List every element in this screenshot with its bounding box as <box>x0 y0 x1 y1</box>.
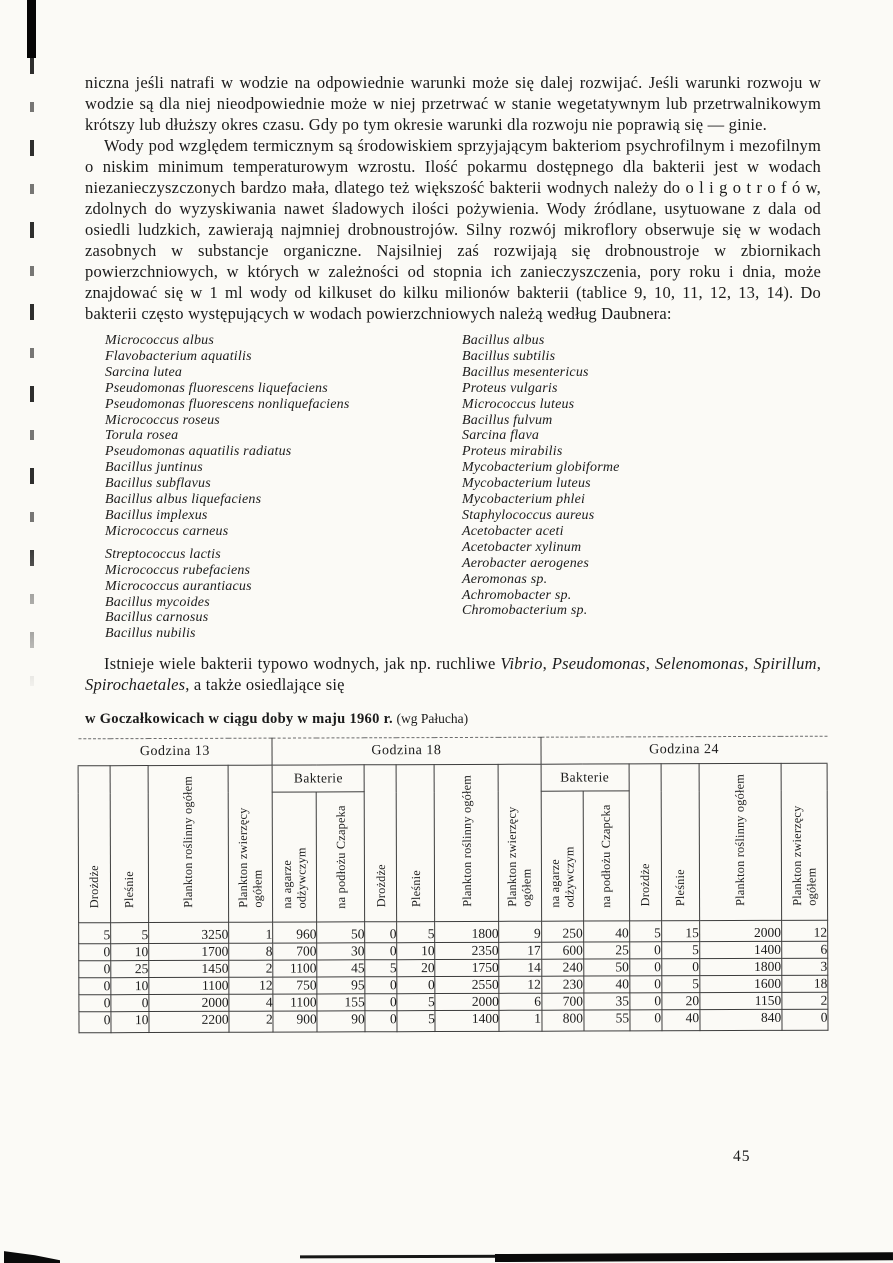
table-cell: 20 <box>662 993 700 1010</box>
scan-artifact-corner-wedge <box>4 1249 60 1263</box>
table-cell: 25 <box>583 942 629 959</box>
species-name-inline: Spirochaetales <box>85 675 186 695</box>
species-item: Chromobacterium sp. <box>462 603 588 619</box>
table-cell: 20 <box>397 960 435 977</box>
table-cell: 0 <box>630 993 662 1010</box>
column-header-rotated: Plankton zwierzęcy ogółem <box>505 806 535 908</box>
table-cell: 5 <box>397 994 435 1011</box>
table-cell: 18 <box>782 975 828 992</box>
table-cell: 5 <box>661 976 699 993</box>
table-cell: 2000 <box>149 995 229 1012</box>
table-cell: 25 <box>111 961 149 978</box>
column-header-cell <box>583 791 630 921</box>
table-cell: 6 <box>781 941 827 958</box>
table-cell: 1150 <box>700 993 782 1010</box>
table-cell: 1800 <box>699 959 781 976</box>
species-item: Sarcina lutea <box>105 364 183 380</box>
species-list-right-column <box>462 333 620 642</box>
table-cell: 1400 <box>699 942 781 959</box>
species-item: Pseudomonas aquatilis radiatus <box>105 444 292 460</box>
table-cell: 40 <box>583 976 629 993</box>
table-cell: 0 <box>782 1009 828 1030</box>
column-header-rotated: Plankton zwierzęcy ogółem <box>235 807 265 908</box>
species-item: Achromobacter sp. <box>462 587 572 603</box>
table-cell: 1 <box>499 1010 541 1031</box>
table-cell: 700 <box>541 993 583 1010</box>
table-cell: 0 <box>629 942 661 959</box>
table-cell: 40 <box>662 1010 700 1031</box>
paragraph-2: Wody pod względem termicznym są środowiskiem sprzyjającym bakteriom psychrofilnym i mezofilnym o niskim minimum temperaturowym wzrostu. Ilość pokarmu dostępnego dla bakterii jest w wodach niezanieczyszczonych bardzo mała, dlatego też większość bakterii wodnych należy do o l i g o t r o f ó w, zdolnych do wyzyskiwania nawet śladowych ilości pożywienia. Wody źródlane, usytuowane z dala od osiedli ludzkich, zawierają najmniej drobnoustrojów. Silny rozwój mikroflory obserwuje się w wodach zasobnych w substancje organiczne. Najsilniej zaś rozwijają się drobnoustroje w zbiornikach powierzchniowych, w których w zależności od stopnia ich zanieczyszczenia, pory roku i dnia, może znajdować się w 1 ml wody od kilkuset do kilku milionów bakterii (tablice 9, 10, 11, 12, 13, 14). Do bakterii często występujących w wodach powierzchniowych należą według Daubnera: <box>85 136 821 323</box>
table-caption-note: (wg Pałucha) <box>396 711 469 727</box>
plankton-bacteria-table <box>77 736 828 1034</box>
table-cell: 5 <box>661 942 699 959</box>
table-cell: 750 <box>273 977 317 994</box>
column-header-rotated: na agarze odżywczym <box>280 847 309 909</box>
species-item: Bacillus subtilis <box>462 348 556 364</box>
species-item: Micrococcus rubefaciens <box>105 562 251 578</box>
column-header-cell <box>541 791 584 921</box>
table-cell: 1700 <box>149 944 229 961</box>
species-item: Bacillus implexus <box>105 507 208 523</box>
table-cell: 1100 <box>149 978 229 995</box>
species-item: Micrococcus roseus <box>105 412 220 428</box>
column-header-rotated: Drożdże <box>373 864 388 908</box>
table-cell: 5 <box>629 921 661 942</box>
table-cell: 6 <box>499 993 541 1010</box>
table-cell: 2000 <box>699 921 781 942</box>
table-cell: 5 <box>79 923 111 944</box>
species-item: Proteus vulgaris <box>462 380 558 396</box>
paragraph-3-text: , <box>645 654 655 674</box>
species-list-left-column <box>105 333 462 642</box>
table-cell: 1100 <box>273 960 317 977</box>
table-cell: 800 <box>541 1010 583 1031</box>
table-cell: 0 <box>397 977 435 994</box>
species-item: Bacillus juntinus <box>105 460 203 476</box>
hour-group-header: Godzina 13 <box>78 738 272 766</box>
table-row <box>79 1009 828 1033</box>
species-item: Bacillus albus liquefaciens <box>105 492 262 508</box>
table-cell: 0 <box>79 1012 111 1033</box>
column-header-rotated: Pleśnie <box>672 869 687 907</box>
table-cell: 1 <box>229 922 273 943</box>
table-cell: 2000 <box>435 994 499 1011</box>
table-row <box>79 920 828 944</box>
column-header-cell <box>434 765 499 922</box>
species-name-inline: Vibrio <box>500 654 543 674</box>
species-item: Mycobacterium luteus <box>462 476 591 492</box>
species-item: Micrococcus albus <box>105 333 215 348</box>
paragraph-3-text: , a także osiedlające się <box>185 675 345 695</box>
column-header-rotated: Drożdże <box>637 863 652 907</box>
species-list <box>105 333 821 642</box>
table-cell: 2350 <box>435 943 499 960</box>
page-number: 45 <box>733 1148 751 1165</box>
table-cell: 5 <box>365 960 397 977</box>
column-header-cell <box>629 764 662 921</box>
species-name-inline: Pseudomonas <box>551 654 646 674</box>
column-header-rotated: Pleśnie <box>408 870 423 908</box>
table-cell: 1400 <box>435 1011 499 1032</box>
column-header-cell <box>661 764 700 921</box>
column-header-cell <box>110 766 149 923</box>
species-item: Pseudomonas fluorescens liquefaciens <box>105 380 328 396</box>
species-item: Streptococcus lactis <box>105 546 221 562</box>
species-name-inline: Selenomonas <box>654 654 745 674</box>
table-cell: 0 <box>365 922 397 943</box>
table-cell: 1600 <box>700 976 782 993</box>
table-cell: 700 <box>273 943 317 960</box>
table-cell: 0 <box>365 977 397 994</box>
column-header-cell <box>396 765 435 922</box>
table-cell: 14 <box>499 959 541 976</box>
column-header-rotated: na podłożu Czapcka <box>598 804 613 908</box>
paragraph-3 <box>85 653 821 695</box>
table-cell: 35 <box>583 993 629 1010</box>
paragraph-3-text: , <box>816 654 822 674</box>
table-cell: 600 <box>541 942 583 959</box>
column-header-rotated: Plankton zwierzęcy ogółem <box>789 805 819 907</box>
species-item: Bacillus mesentericus <box>462 364 589 380</box>
column-header-cell <box>364 765 397 922</box>
table-cell: 0 <box>629 959 661 976</box>
column-header-rotated: Plankton roślinny ogółem <box>732 774 748 907</box>
species-item: Bacillus albus <box>462 333 545 348</box>
species-item: Acetobacter xylinum <box>462 539 582 555</box>
column-header-rotated: Plankton roślinny ogółem <box>180 776 196 909</box>
table-cell: 45 <box>317 960 365 977</box>
table-cell: 95 <box>317 977 365 994</box>
table-cell: 0 <box>365 1011 397 1032</box>
table-cell: 10 <box>111 1012 149 1033</box>
paragraph-3-text: , <box>744 654 754 674</box>
table-cell: 3250 <box>149 923 229 944</box>
column-header-rotated: Drożdże <box>87 865 102 909</box>
table-caption-bold: w Goczałkowicach w ciągu doby w maju 1960 r. <box>85 711 393 728</box>
table-cell: 12 <box>499 976 541 993</box>
table-cell: 2 <box>782 992 828 1009</box>
table-cell: 2200 <box>149 1012 229 1033</box>
column-header-cell <box>272 792 317 922</box>
column-header-rotated: Pleśnie <box>122 871 137 909</box>
column-header-rotated: na podłożu Czapeka <box>333 805 348 909</box>
table-cell: 8 <box>229 943 273 960</box>
species-item: Bacillus subflavus <box>105 476 211 492</box>
table-cell: 2 <box>229 1011 273 1032</box>
table-cell: 5 <box>397 922 435 943</box>
table-cell: 2 <box>229 960 273 977</box>
column-header-cell <box>781 763 828 920</box>
table-cell: 1750 <box>435 960 499 977</box>
table-cell: 55 <box>584 1010 630 1031</box>
table-cell: 0 <box>661 959 699 976</box>
column-header-cell <box>148 766 229 923</box>
scan-artifact-binding-fade <box>24 540 38 750</box>
scan-artifact-top-left-blob <box>27 0 36 58</box>
paragraph-1: niczna jeśli natrafi w wodzie na odpowiednie warunki może się dalej rozwijać. Jeśli warunki rozwoju w wodzie są dla niej nieodpowiednie może w niej przetrwać w stanie wegetatywnym lub przetrwalnikowym krótszy lub dłuższy okres czasu. Gdy po tym okresie warunki dla rozwoju nie poprawią się — ginie. <box>85 73 821 134</box>
species-item: Bacillus carnosus <box>105 610 209 626</box>
species-item: Mycobacterium phlei <box>462 492 586 508</box>
species-item: Micrococcus luteus <box>462 396 575 412</box>
species-item: Acetobacter aceti <box>462 523 564 539</box>
hour-group-header: Godzina 18 <box>272 737 540 765</box>
table-cell: 9 <box>499 921 541 942</box>
table-cell: 155 <box>317 994 365 1011</box>
species-item: Micrococcus carneus <box>105 523 229 539</box>
table-cell: 50 <box>317 922 365 943</box>
table-cell: 900 <box>273 1011 317 1032</box>
paragraph-3-text: Istnieje wiele bakterii typowo wodnych, jak np. ruchliwe <box>104 654 501 674</box>
column-header-rotated: Plankton roślinny ogółem <box>459 775 474 908</box>
table-cell: 12 <box>229 977 273 994</box>
species-item: Aerobacter aerogenes <box>462 555 589 571</box>
page-content <box>85 72 828 1032</box>
table-cell: 3 <box>782 958 828 975</box>
table-cell: 90 <box>317 1011 365 1032</box>
table-cell: 230 <box>541 976 583 993</box>
table-cell: 0 <box>629 976 661 993</box>
table-cell: 40 <box>583 921 629 942</box>
table-cell: 4 <box>229 994 273 1011</box>
species-item: Proteus mirabilis <box>462 444 563 460</box>
column-header-cell <box>699 764 782 921</box>
bakterie-group-header: Bakterie <box>272 765 364 792</box>
table-cell: 10 <box>111 944 149 961</box>
table-cell: 1450 <box>149 961 229 978</box>
table-cell: 10 <box>397 943 435 960</box>
table-cell: 0 <box>111 995 149 1012</box>
table-cell: 240 <box>541 959 583 976</box>
hour-group-header: Godzina 24 <box>541 736 828 764</box>
species-item: Flavobacterium aquatilis <box>105 348 252 364</box>
table-cell: 5 <box>111 923 149 944</box>
table-cell: 15 <box>661 921 699 942</box>
species-item: Bacillus nubilis <box>105 626 196 642</box>
table-cell: 2550 <box>435 977 499 994</box>
column-header-cell <box>499 764 542 921</box>
bakterie-group-header: Bakterie <box>541 764 629 791</box>
table-cell: 0 <box>79 995 111 1012</box>
column-header-rotated: na agarze odżywczym <box>547 846 577 908</box>
species-item: Aeromonas sp. <box>462 571 548 587</box>
column-header-cell <box>228 765 273 922</box>
table-cell: 5 <box>397 1011 435 1032</box>
table-cell: 1100 <box>273 994 317 1011</box>
paragraph-3-text: , <box>542 654 552 674</box>
table-cell: 50 <box>583 959 629 976</box>
table-cell: 0 <box>365 943 397 960</box>
species-item: Staphylococcus aureus <box>462 507 595 523</box>
species-item: Sarcina flava <box>462 428 540 444</box>
table-cell: 960 <box>273 922 317 943</box>
table-cell: 10 <box>111 978 149 995</box>
species-item: Bacillus fulvum <box>462 412 553 428</box>
species-item: Torula rosea <box>105 428 179 444</box>
table-cell: 1800 <box>435 922 499 943</box>
table-cell: 12 <box>781 920 827 941</box>
table-cell: 0 <box>79 978 111 995</box>
species-item: Mycobacterium globiforme <box>462 460 620 476</box>
table-cell: 0 <box>630 1010 662 1031</box>
table-caption <box>85 710 821 728</box>
table-cell: 30 <box>317 943 365 960</box>
column-header-cell <box>316 792 365 922</box>
species-name-inline: Spirillum <box>753 654 817 674</box>
table-cell: 0 <box>79 961 111 978</box>
table-cell: 840 <box>700 1010 782 1031</box>
column-header-cell <box>78 766 111 923</box>
species-item: Pseudomonas fluorescens nonliquefaciens <box>105 396 350 412</box>
table-cell: 0 <box>79 944 111 961</box>
table-cell: 0 <box>365 994 397 1011</box>
scan-artifact-bottom-bar <box>495 1252 893 1262</box>
species-item: Micrococcus aurantiacus <box>105 578 252 594</box>
species-item: Bacillus mycoides <box>105 594 210 610</box>
table-cell: 250 <box>541 921 583 942</box>
table-cell: 17 <box>499 942 541 959</box>
